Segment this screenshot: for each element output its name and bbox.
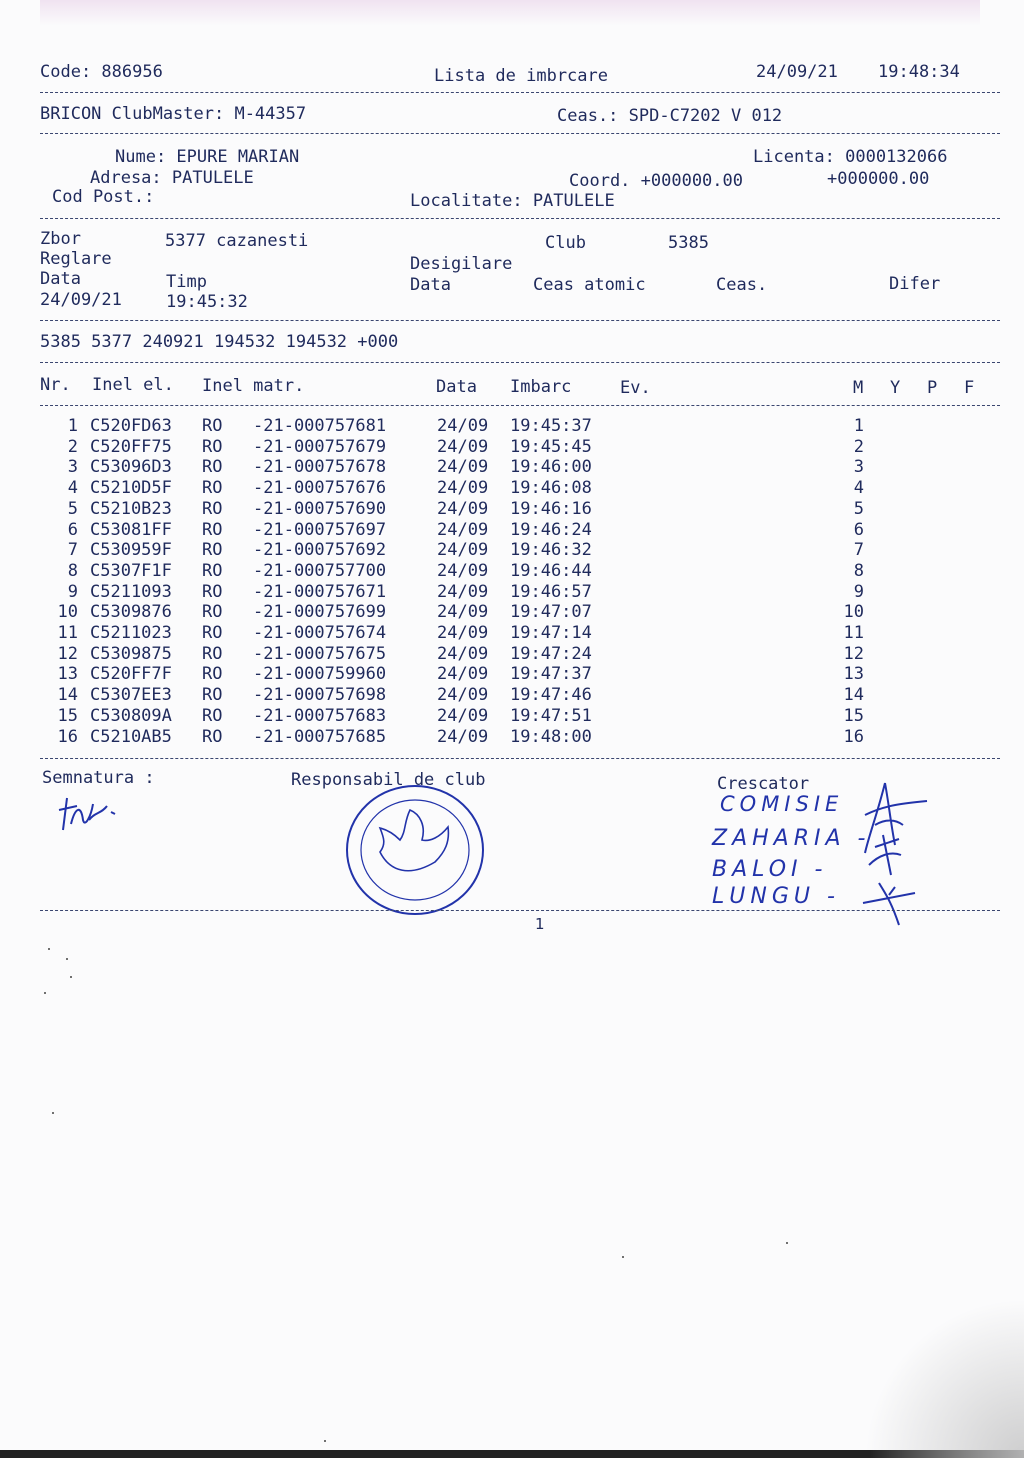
cell-imbarc: 19:46:24 <box>510 519 592 540</box>
table-row <box>0 582 1024 603</box>
cell-m: 15 <box>843 705 864 726</box>
data-label: Data <box>40 269 81 289</box>
cell-country: RO <box>202 602 223 623</box>
scan-speck <box>622 1256 624 1258</box>
cell-country: RO <box>202 540 223 561</box>
cell-country: RO <box>202 705 223 726</box>
cell-imbarc: 19:45:45 <box>510 436 592 457</box>
divider <box>40 758 1000 759</box>
ceas-column-label: Ceas. <box>716 275 768 295</box>
col-p: P <box>927 378 938 398</box>
divider <box>40 218 1000 219</box>
cell-inel-matr: -21-000757676 <box>253 478 387 499</box>
cell-m: 1 <box>853 416 864 436</box>
cell-inel-el: C520FF7F <box>90 664 172 685</box>
timp-label: Timp <box>166 272 207 292</box>
club-responsible-label: Responsabil de club <box>291 770 486 790</box>
cell-inel-matr: -21-000757674 <box>253 623 387 643</box>
col-f: F <box>964 378 975 398</box>
col-y: Y <box>890 378 901 398</box>
scan-speck <box>66 958 68 960</box>
cell-imbarc: 19:47:07 <box>510 602 592 623</box>
table-row <box>0 437 1024 458</box>
cell-inel-el: C5307EE3 <box>90 685 172 706</box>
cell-country: RO <box>202 436 223 457</box>
cell-inel-matr: -21-000757700 <box>253 560 387 581</box>
header-time: 19:48:34 <box>878 62 960 82</box>
scan-shadow <box>864 1298 1024 1458</box>
scan-bottom-edge <box>0 1450 1024 1458</box>
cell-inel-el: C530959F <box>90 540 172 561</box>
cell-inel-matr: -21-000757699 <box>253 602 387 623</box>
cell-m: 10 <box>843 602 864 623</box>
scan-speck <box>70 976 72 978</box>
cell-nr: 13 <box>57 664 78 685</box>
cell-country: RO <box>202 560 223 581</box>
cell-country: RO <box>202 498 223 519</box>
cell-inel-matr: -21-000757675 <box>253 643 387 664</box>
cell-m: 11 <box>843 623 864 643</box>
cell-inel-matr: -21-000757698 <box>253 685 387 706</box>
handwritten-line: BALOI - <box>712 857 828 882</box>
cell-country: RO <box>202 457 223 478</box>
cell-inel-el: C5307F1F <box>90 560 172 581</box>
divider <box>40 910 1000 911</box>
scan-speck <box>786 1242 788 1244</box>
header-date: 24/09/21 <box>756 62 838 82</box>
table-row <box>0 561 1024 582</box>
cell-inel-matr: -21-000757681 <box>253 416 387 436</box>
summary-line: 5385 5377 240921 194532 194532 +000 <box>40 332 399 352</box>
cell-nr: 3 <box>67 457 78 478</box>
cell-imbarc: 19:45:37 <box>510 416 592 436</box>
licence-number: Licenta: 0000132066 <box>753 147 948 167</box>
table-row <box>0 644 1024 665</box>
cell-m: 4 <box>853 478 864 499</box>
cell-m: 7 <box>853 540 864 561</box>
locality: Localitate: PATULELE <box>410 191 615 211</box>
cell-m: 16 <box>843 726 864 747</box>
club-stamp <box>340 782 490 922</box>
reglare-label: Reglare <box>40 249 112 269</box>
cell-nr: 1 <box>67 416 78 436</box>
cell-country: RO <box>202 643 223 664</box>
cell-imbarc: 19:46:16 <box>510 498 592 519</box>
col-nr: Nr. <box>40 375 71 395</box>
handwritten-signatures <box>855 775 935 935</box>
club-label: Club <box>545 233 586 253</box>
divider <box>40 133 1000 134</box>
cell-nr: 4 <box>67 478 78 499</box>
cell-data: 24/09 <box>437 560 489 581</box>
cell-inel-el: C5210D5F <box>90 478 172 499</box>
cell-imbarc: 19:47:37 <box>510 664 592 685</box>
cell-data: 24/09 <box>437 416 489 436</box>
coordinates-label: Coord. +000000.00 <box>569 171 743 191</box>
reglare-date: 24/09/21 <box>40 290 122 310</box>
table-row <box>0 478 1024 499</box>
cell-country: RO <box>202 685 223 706</box>
cell-m: 5 <box>853 498 864 519</box>
cell-inel-el: C5309876 <box>90 602 172 623</box>
cell-m: 8 <box>853 560 864 581</box>
cell-country: RO <box>202 581 223 602</box>
cell-inel-el: C520FF75 <box>90 436 172 457</box>
cell-data: 24/09 <box>437 457 489 478</box>
cell-nr: 7 <box>67 540 78 561</box>
cell-inel-el: C5210B23 <box>90 498 172 519</box>
cell-inel-el: C520FD63 <box>90 416 172 436</box>
cell-inel-matr: -21-000757685 <box>253 726 387 747</box>
cell-data: 24/09 <box>437 436 489 457</box>
col-data: Data <box>436 377 477 397</box>
cell-data: 24/09 <box>437 602 489 623</box>
cell-m: 6 <box>853 519 864 540</box>
cell-imbarc: 19:46:00 <box>510 457 592 478</box>
cell-data: 24/09 <box>437 664 489 685</box>
cell-inel-el: C53096D3 <box>90 457 172 478</box>
cell-m: 14 <box>843 685 864 706</box>
cell-inel-matr: -21-000757697 <box>253 519 387 540</box>
cell-data: 24/09 <box>437 643 489 664</box>
desigilare-label: Desigilare <box>410 254 513 274</box>
cell-inel-el: C5309875 <box>90 643 172 664</box>
col-ev: Ev. <box>620 378 651 398</box>
cell-country: RO <box>202 726 223 747</box>
table-row <box>0 499 1024 520</box>
table-row <box>0 664 1024 685</box>
cell-inel-matr: -21-000757690 <box>253 498 387 519</box>
cell-imbarc: 19:46:57 <box>510 581 592 602</box>
cell-nr: 9 <box>67 581 78 602</box>
difer-label: Difer <box>889 274 941 294</box>
table-row <box>0 727 1024 748</box>
col-imbarc: Imbarc <box>510 377 572 397</box>
table-row <box>0 685 1024 706</box>
page-number: 1 <box>535 915 545 933</box>
table-row <box>0 602 1024 623</box>
flight-value: 5377 cazanesti <box>165 231 309 251</box>
cell-imbarc: 19:47:51 <box>510 705 592 726</box>
cell-nr: 6 <box>67 519 78 540</box>
desigilare-data-label: Data <box>410 275 451 295</box>
cell-imbarc: 19:46:32 <box>510 540 592 561</box>
cell-imbarc: 19:47:24 <box>510 643 592 664</box>
table-row <box>0 416 1024 437</box>
cell-nr: 2 <box>67 436 78 457</box>
cell-inel-el: C5211093 <box>90 581 172 602</box>
table-row <box>0 706 1024 727</box>
cell-data: 24/09 <box>437 685 489 706</box>
cell-inel-el: C53081FF <box>90 519 172 540</box>
cell-inel-matr: -21-000757671 <box>253 581 387 602</box>
cell-m: 3 <box>853 457 864 478</box>
ceas-atomic-label: Ceas atomic <box>533 275 646 295</box>
col-inel-el: Inel el. <box>92 375 174 395</box>
cell-country: RO <box>202 623 223 643</box>
cell-nr: 16 <box>57 726 78 747</box>
handwritten-line: ZAHARIA - <box>712 826 871 851</box>
handwritten-line: LUNGU - <box>712 884 840 909</box>
postal-code-label: Cod Post.: <box>52 187 155 207</box>
signature-label: Semnatura : <box>42 768 155 788</box>
cell-country: RO <box>202 478 223 499</box>
cell-data: 24/09 <box>437 623 489 643</box>
cell-inel-matr: -21-000759960 <box>253 664 387 685</box>
cell-data: 24/09 <box>437 498 489 519</box>
cell-imbarc: 19:46:08 <box>510 478 592 499</box>
cell-country: RO <box>202 519 223 540</box>
cell-nr: 14 <box>57 685 78 706</box>
ceas-label: Ceas.: SPD-C7202 V 012 <box>557 106 783 126</box>
cell-m: 12 <box>843 643 864 664</box>
cell-inel-el: C5211023 <box>90 623 172 643</box>
flight-label: Zbor <box>40 229 81 249</box>
cell-data: 24/09 <box>437 705 489 726</box>
cell-inel-el: C530809A <box>90 705 172 726</box>
handwritten-signature <box>55 790 125 840</box>
cell-inel-matr: -21-000757679 <box>253 436 387 457</box>
divider <box>40 320 1000 321</box>
cell-inel-matr: -21-000757678 <box>253 457 387 478</box>
cell-imbarc: 19:46:44 <box>510 560 592 581</box>
cell-m: 13 <box>843 664 864 685</box>
divider <box>40 405 1000 406</box>
cell-nr: 8 <box>67 560 78 581</box>
col-inel-matr: Inel matr. <box>202 376 305 396</box>
handwritten-line: COMISIE <box>720 792 844 816</box>
cell-inel-el: C5210AB5 <box>90 726 172 747</box>
cell-country: RO <box>202 664 223 685</box>
owner-address: Adresa: PATULELE <box>90 168 254 188</box>
cell-imbarc: 19:48:00 <box>510 726 592 747</box>
cell-data: 24/09 <box>437 540 489 561</box>
cell-data: 24/09 <box>437 478 489 499</box>
cell-nr: 15 <box>57 705 78 726</box>
cell-nr: 12 <box>57 643 78 664</box>
table-row <box>0 540 1024 561</box>
cell-data: 24/09 <box>437 519 489 540</box>
cell-inel-matr: -21-000757683 <box>253 705 387 726</box>
scan-speck <box>52 1112 54 1114</box>
cell-data: 24/09 <box>437 581 489 602</box>
col-m: M <box>853 378 864 398</box>
cell-country: RO <box>202 416 223 436</box>
cell-imbarc: 19:47:14 <box>510 623 592 643</box>
cell-m: 9 <box>853 581 864 602</box>
clubmaster-label: BRICON ClubMaster: M-44357 <box>40 104 307 124</box>
divider <box>40 362 1000 363</box>
reglare-time: 19:45:32 <box>166 292 248 312</box>
table-row <box>0 623 1024 644</box>
document-title: Lista de imbrcare <box>434 66 608 86</box>
scan-speck <box>324 1440 326 1442</box>
cell-m: 2 <box>853 436 864 457</box>
page-top-tint <box>40 0 980 26</box>
scan-speck <box>44 992 46 994</box>
coordinates-value: +000000.00 <box>827 169 930 189</box>
cell-nr: 5 <box>67 498 78 519</box>
scan-speck <box>48 948 50 950</box>
owner-name: Nume: EPURE MARIAN <box>115 147 300 167</box>
cell-inel-matr: -21-000757692 <box>253 540 387 561</box>
cell-data: 24/09 <box>437 726 489 747</box>
divider <box>40 92 1000 93</box>
club-value: 5385 <box>668 233 709 253</box>
cell-nr: 10 <box>57 602 78 623</box>
code-label: Code: 886956 <box>40 62 163 82</box>
table-row <box>0 457 1024 478</box>
table-row <box>0 520 1024 541</box>
cell-nr: 11 <box>57 623 78 643</box>
cell-imbarc: 19:47:46 <box>510 685 592 706</box>
breeder-label: Crescator <box>717 774 810 794</box>
